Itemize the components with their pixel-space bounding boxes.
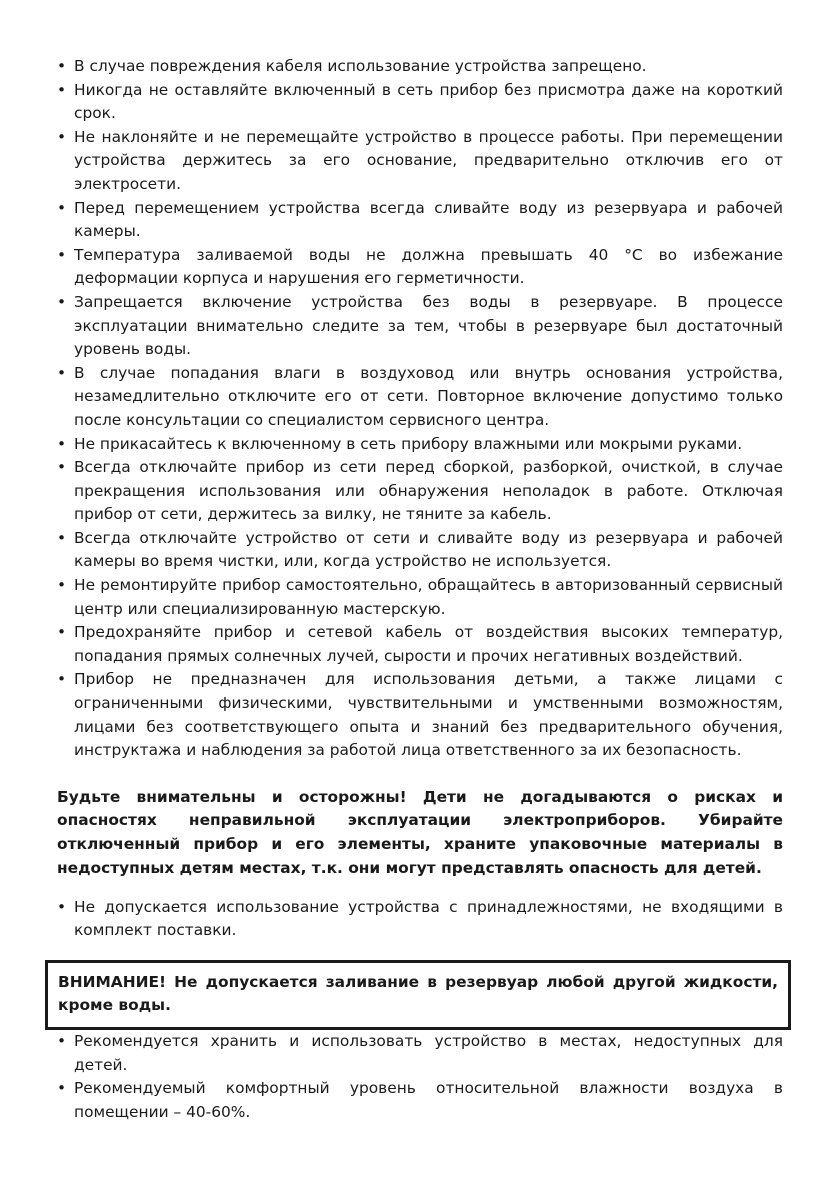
list-item — [57, 79, 783, 126]
list-item — [57, 896, 783, 943]
list-item-text: Перед перемещением устройства всегда сливайте воду из резервуара и рабочей камеры. — [74, 198, 783, 241]
bullet-icon: • — [57, 434, 67, 453]
list-item-text: В случае повреждения кабеля использование устройства запрещено. — [74, 57, 647, 75]
list-item — [57, 574, 783, 621]
list-item-text: Всегда отключайте устройство от сети и сливайте воду из резервуара и рабочей камеры во время чистки, или, когда устройство не используется. — [74, 528, 783, 571]
list-item — [57, 433, 783, 457]
bullet-icon: • — [57, 670, 67, 689]
list-item-text: Рекомендуемый комфортный уровень относительной влажности воздуха в помещении – 40-60%. — [74, 1079, 783, 1121]
bullet-icon: • — [57, 198, 67, 217]
list-item-text: Не ремонтируйте прибор самостоятельно, обращайтесь в авторизованный сервисный центр или специализированную мастерскую. — [74, 576, 783, 618]
bullet-icon: • — [57, 623, 67, 642]
bullet-icon: • — [57, 292, 67, 311]
list-item — [57, 244, 783, 291]
list-item — [57, 291, 783, 362]
list-item-text: В случае попадания влаги в воздуховод или внутрь основания устройства, незамедлительно отключите его от сети. Повторное включение допустимо только после консультации со специалистом сервисного центра. — [74, 363, 783, 429]
list-item — [57, 668, 783, 762]
bullet-icon: • — [57, 576, 67, 595]
bullet-icon: • — [57, 57, 67, 75]
bullet-icon: • — [57, 458, 67, 477]
recommendations-list — [57, 1030, 783, 1124]
list-item-text: Температура заливаемой воды не должна превышать 40 °С во избежание деформации корпуса и нарушения его герметичности. — [74, 245, 783, 288]
bullet-icon: • — [57, 127, 67, 146]
list-item — [57, 1030, 783, 1077]
bullet-icon: • — [57, 80, 67, 99]
list-item — [57, 621, 783, 668]
list-item-text: Предохраняйте прибор и сетевой кабель от воздействия высоких температур, попадания прямых солнечных лучей, сырости и прочих негативных воздействий. — [74, 623, 783, 665]
child-safety-warning: Будьте внимательны и осторожны! Дети не догадываются о рисках и опасностях неправильной эксплуатации электроприборов. Убирайте отключенный прибор и его элементы, храните упаковочные материалы в недоступных детям местах, т.к. они могут представлять опасность для детей. — [57, 787, 783, 877]
accessories-list — [57, 896, 783, 943]
attention-notice-text: ВНИМАНИЕ! Не допускается заливание в резервуар любой другой жидкости, кроме воды. — [58, 972, 778, 1015]
list-item-text: Всегда отключайте прибор из сети перед сборкой, разборкой, очисткой, в случае прекращения использования или обнаружения неполадок в работе. Отключая прибор от сети, держитесь за вилку, не тяните за кабель. — [74, 458, 783, 524]
list-item — [57, 456, 783, 527]
list-item-text: Запрещается включение устройства без воды в резервуаре. В процессе эксплуатации внимательно следите за тем, чтобы в резервуаре был достаточный уровень воды. — [74, 292, 783, 359]
list-item — [57, 362, 783, 433]
list-item-text: Никогда не оставляйте включенный в сеть прибор без присмотра даже на короткий срок. — [74, 80, 783, 123]
list-item-text: Не прикасайтесь к включенному в сеть прибору влажными или мокрыми руками. — [74, 434, 743, 453]
attention-notice-box — [45, 960, 791, 1030]
list-item-text: Рекомендуется хранить и использовать устройство в местах, недоступных для детей. — [74, 1031, 783, 1074]
bullet-icon: • — [57, 1079, 67, 1098]
safety-list — [57, 55, 783, 763]
list-item-text: Не допускается использование устройства с принадлежностями, не входящими в комплект поставки. — [74, 897, 783, 940]
list-item — [57, 55, 783, 79]
bullet-icon: • — [57, 897, 67, 916]
bullet-icon: • — [57, 363, 67, 382]
list-item — [57, 126, 783, 197]
list-item-text: Не наклоняйте и не перемещайте устройство в процессе работы. При перемещении устройства держитесь за его основание, предварительно отключив его от электросети. — [74, 127, 783, 193]
list-item — [57, 197, 783, 244]
bullet-icon: • — [57, 528, 67, 547]
bullet-icon: • — [57, 245, 67, 264]
list-item-text: Прибор не предназначен для использования детьми, а также лицами с ограниченными физическими, чувствительными и умственными возможностям, лицами без соответствующего опыта и знаний без предварительного обучения, инструктажа и наблюдения за работой лица ответственного за их безопасность. — [74, 670, 783, 760]
list-item — [57, 1077, 783, 1124]
bullet-icon: • — [57, 1031, 67, 1050]
list-item — [57, 527, 783, 574]
